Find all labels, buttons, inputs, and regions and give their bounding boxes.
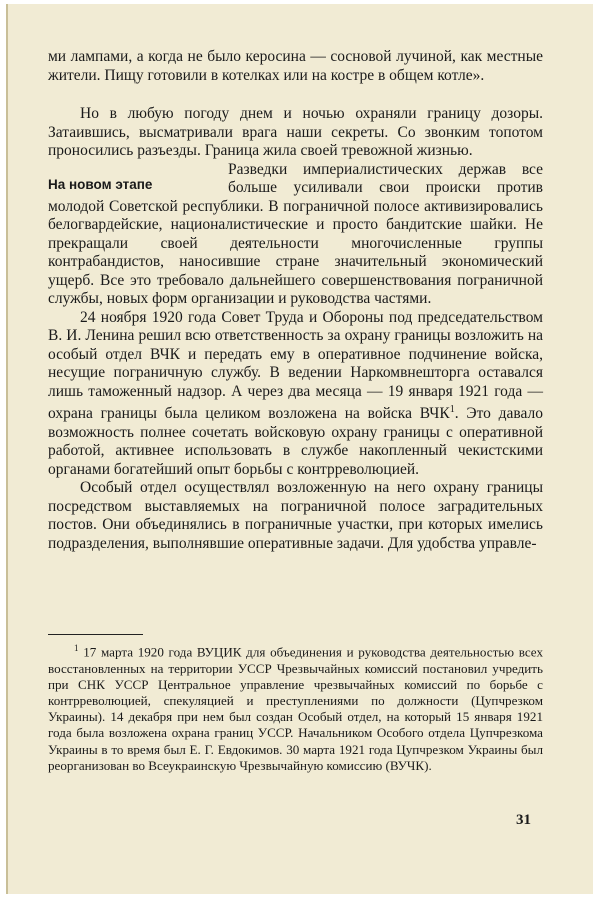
page-number: 31 [516, 812, 531, 828]
continuation-paragraph: ми лампами, а когда не было керосина — сосновой лучиной, как местные жители. Пищу готовили в котелках или на костре в общем котле». [48, 48, 543, 84]
paragraph-patrols: Но в любую погоду днем и ночью охраняли границу дозоры. Затаившись, высматривали врага наши секреты. Со звонким топотом проносились разъезды. Граница жила своей тревожной жизнью. [48, 105, 543, 159]
main-text-top [48, 48, 543, 85]
paragraph-special-department: Особый отдел осуществлял возложенную на него охрану границы посредством выставляемых на пограничной полосе заградительных постов. Они объединялись в пограничные участки, при которых имелись подразделения, выполнявшие оперативные задачи. Для удобства управле- [48, 479, 543, 552]
paragraph-council-decision-start: 24 ноября 1920 года Совет Труда и Обороны под председательством В. И. Ленина решил всю ответственность за охрану границы возложить на особый отдел ВЧК и передать ему в оперативное подчинение войска, несущие пограничную службу. В ведении Наркомвнешторга оставался лишь таможенный надзор. А через два месяца — 19 января 1921 года — охрана границы была целиком возложена на войска ВЧК [48, 308, 543, 423]
paragraph-council-decision [48, 309, 543, 480]
main-text [48, 105, 543, 553]
footnote-reference: 1 [449, 404, 455, 415]
book-page [6, 4, 593, 894]
footnote-rule [48, 634, 143, 635]
footnote [48, 640, 543, 774]
side-heading-text: На новом этапе [48, 176, 153, 192]
side-heading [48, 161, 228, 195]
section-new-stage [48, 161, 543, 309]
footnote-text: 17 марта 1920 года ВУЦИК для объединения и руководства деятельностью всех восстановленных на территории УССР Чрезвычайных комиссий постановил учредить при СНК УССР Центральное управление чрезвычайных комиссий по борьбе с контрреволюцией, спекуляцией и преступлениями по должности (Цупчрезком Украины). 14 декабря при нем был создан Особый отдел, на который 15 января 1921 года была возложена охрана границ УССР. Начальником Особого отдела Цупчрезкома Украины в то время был Е. Г. Евдокимов. 30 марта 1921 года Цупчрезком Украины был реорганизован во Всеукраинскую Чрезвычайную комиссию (ВУЧК). [48, 644, 543, 773]
footnote-marker: 1 [74, 643, 79, 653]
section-paragraph: Разведки империалистических держав все больше усиливали свои происки против молодой Советской республики. В пограничной полосе активизировались белогвардейские, националистические и просто бандитские шайки. Не прекращали своей деятельности многочисленные группы контрабандистов, наносившие стране значительный экономический ущерб. Все это требовало дальнейшего совершенствования пограничной службы, новых форм организации и руководства частями. [48, 160, 543, 307]
paragraph-council-decision-end: . Это давало возможность полнее сочетать войсковую охрану границы с оперативной работой, активнее использовать в службе накопленный чекистскими органами богатейший опыт борьбы с контрреволюцией. [48, 405, 544, 478]
